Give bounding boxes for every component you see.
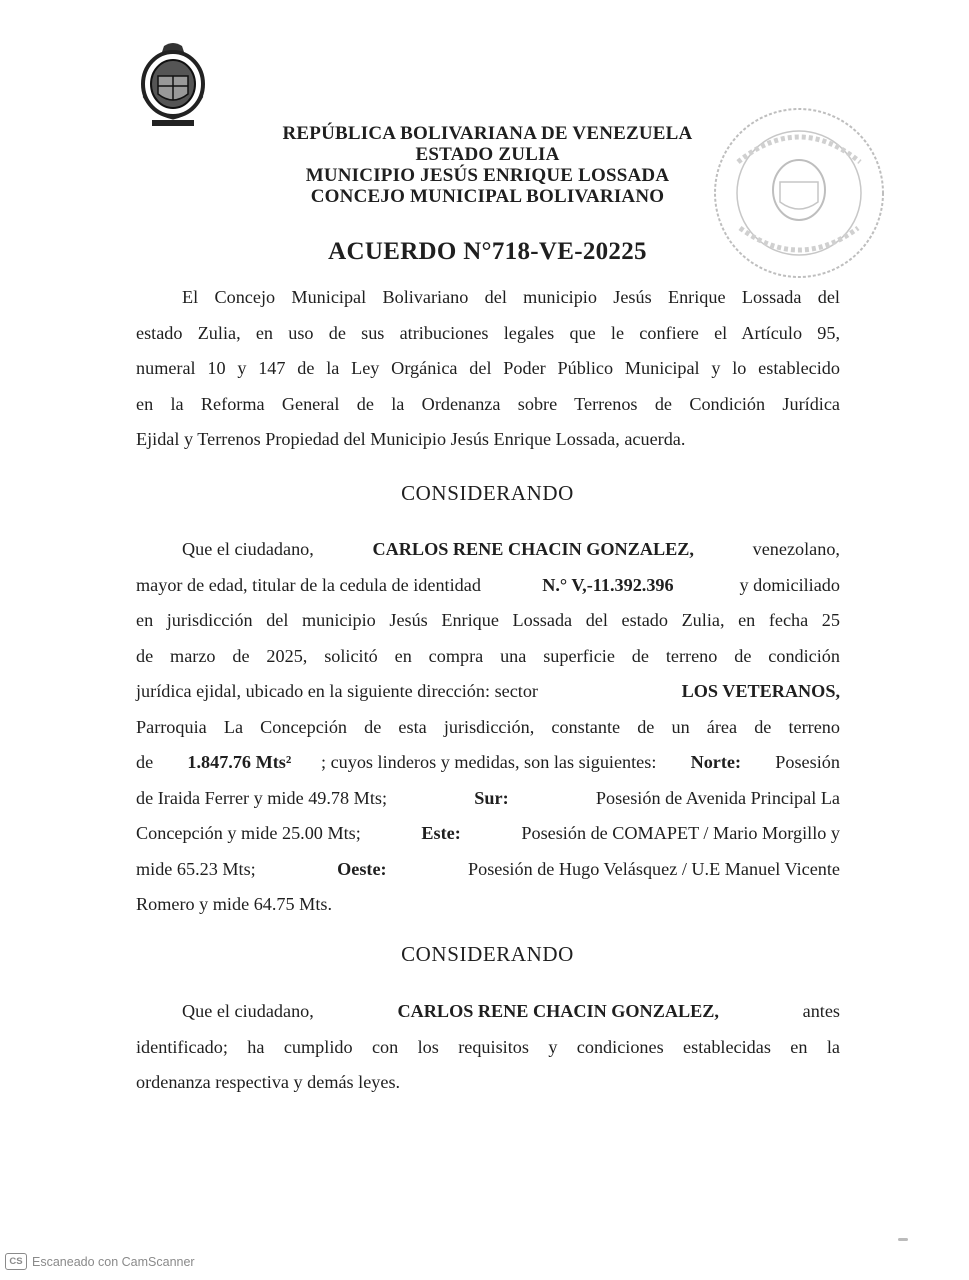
text-fragment: Posesión de COMAPET / Mario Morgillo y xyxy=(516,823,840,843)
text-fragment: Posesión de Avenida Principal La xyxy=(591,787,840,808)
header-state: ESTADO ZULIA xyxy=(415,144,560,165)
text-fragment: Que el ciudadano, xyxy=(182,539,319,559)
text-fragment: venezolano, xyxy=(748,539,840,559)
paragraph-line: Romero y mide 64.75 Mts. xyxy=(136,894,333,914)
header-republic: REPÚBLICA BOLIVARIANA DE VENEZUELA xyxy=(282,123,693,144)
intro-line: Ejidal y Terrenos Propiedad del Municipio Jesús Enrique Lossada, acuerda. xyxy=(136,429,686,449)
paragraph-line xyxy=(136,994,840,1030)
text-fragment: y domiciliado xyxy=(730,574,840,595)
intro-line: numeral 10 y 147 de la Ley Orgánica del Poder Público Municipal y lo establecido xyxy=(136,358,840,378)
camscanner-badge: CS xyxy=(5,1253,27,1270)
paragraph-line: de marzo de 2025, solicitó en compra una superficie de terreno de condición xyxy=(136,645,840,666)
considerando-heading-2: CONSIDERANDO xyxy=(401,942,574,966)
text-fragment: de xyxy=(136,752,158,772)
citizen-name: CARLOS RENE CHACIN GONZALEZ, xyxy=(397,1001,719,1021)
paragraph-line xyxy=(136,745,840,781)
text-fragment: Que el ciudadano, xyxy=(182,1001,319,1021)
scanner-text: Escaneado con CamScanner xyxy=(32,1254,195,1269)
id-number: N.° V,-11.392.396 xyxy=(542,574,674,595)
area-value: 1.847.76 Mts² xyxy=(187,752,292,772)
text-fragment: Posesión de Hugo Velásquez / U.E Manuel Vicente xyxy=(463,858,840,879)
scanner-watermark xyxy=(5,1253,195,1270)
document-header xyxy=(200,123,775,207)
text-fragment: mayor de edad, titular de la cedula de identidad xyxy=(136,574,486,595)
paragraph-line xyxy=(136,674,840,710)
intro-line: estado Zulia, en uso de sus atribuciones legales que le confiere el Artículo 95, xyxy=(136,322,840,343)
considerando-heading-1: CONSIDERANDO xyxy=(401,481,574,505)
text-fragment: de Iraida Ferrer y mide 49.78 Mts; xyxy=(136,787,392,808)
intro-line: en la Reforma General de la Ordenanza sobre Terrenos de Condición Jurídica xyxy=(136,393,840,414)
text-fragment: jurídica ejidal, ubicado en la siguiente dirección: sector xyxy=(136,681,543,701)
text-fragment: Posesión xyxy=(770,752,840,772)
boundary-label-south: Sur: xyxy=(474,787,509,808)
paragraph-line: ordenanza respectiva y demás leyes. xyxy=(136,1072,401,1092)
citizen-name: CARLOS RENE CHACIN GONZALEZ, xyxy=(372,539,694,559)
paragraph-line xyxy=(136,816,840,852)
text-fragment: ; cuyos linderos y medidas, son las siguientes: xyxy=(320,752,661,772)
paragraph-line xyxy=(136,781,840,817)
header-municipality: MUNICIPIO JESÚS ENRIQUE LOSSADA xyxy=(305,165,670,186)
considerando-paragraph-1 xyxy=(136,532,840,923)
header-council: CONCEJO MUNICIPAL BOLIVARIANO xyxy=(310,186,665,207)
scan-speck xyxy=(898,1238,908,1241)
sector-name: LOS VETERANOS, xyxy=(681,681,840,701)
paragraph-line: en jurisdicción del municipio Jesús Enrique Lossada del estado Zulia, en fecha 25 xyxy=(136,610,840,630)
intro-line: El Concejo Municipal Bolivariano del municipio Jesús Enrique Lossada del xyxy=(182,287,840,307)
boundary-label-west: Oeste: xyxy=(337,858,387,879)
paragraph-line: Parroquia La Concepción de esta jurisdicción, constante de un área de terreno xyxy=(136,716,840,737)
acuerdo-title: ACUERDO N°718-VE-20225 xyxy=(328,238,647,265)
paragraph-line: identificado; ha cumplido con los requisitos y condiciones establecidas en la xyxy=(136,1036,840,1057)
text-fragment: mide 65.23 Mts; xyxy=(136,858,261,879)
paragraph-line xyxy=(136,852,840,888)
paragraph-line xyxy=(136,532,840,568)
text-fragment: antes xyxy=(798,1001,840,1021)
boundary-label-north: Norte: xyxy=(690,752,742,772)
text-fragment: Concepción y mide 25.00 Mts; xyxy=(136,823,366,843)
municipal-crest-icon xyxy=(134,40,212,130)
boundary-label-east: Este: xyxy=(421,823,461,843)
intro-paragraph xyxy=(136,280,840,458)
considerando-paragraph-2 xyxy=(136,994,840,1101)
paragraph-line xyxy=(136,568,840,604)
